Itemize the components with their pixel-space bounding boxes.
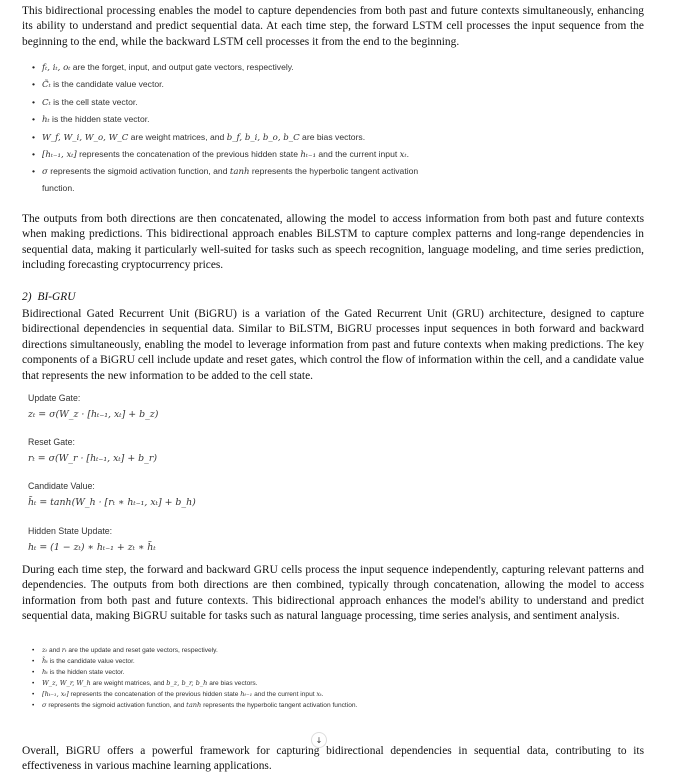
- reset-gate-equation: [28, 437, 157, 464]
- list-item: • zₜ and rₜ are the update and reset gate vectors, respectively.: [32, 645, 442, 656]
- equation-formula: h̃ₜ = tanh(W_h · [rₜ ∗ hₜ₋₁, xₜ] + b_h): [28, 497, 196, 508]
- bigru-notation-list: [32, 645, 442, 711]
- gru-paragraph: During each time step, the forward and backward GRU cells process the input sequence independently, capturing relevant patterns and dependencies. The outputs from both directions are then combined, typically through concatenation, allowing the model to access information from both past and future contexts. This bidirectional approach enhances the model's ability to understand and predict sequential data, making BiGRU suitable for tasks such as natural language processing, time series analysis, and sentiment analysis.: [22, 564, 644, 623]
- list-item: • σ represents the sigmoid activation function, and tanh represents the hyperbolic tangent activation function.: [32, 700, 422, 711]
- intro-paragraph: This bidirectional processing enables the model to capture dependencies from both past and future contexts simultaneously, enhancing its ability to understand and predict sequential data. At each time step, the forward LSTM cell processes the input sequence from the beginning to the end, while the backward LSTM cell processes it from the end to the beginning.: [22, 5, 644, 48]
- list-item: • Cₜ is the cell state vector.: [32, 94, 442, 111]
- list-item: • [hₜ₋₁, xₜ] represents the concatenation of the previous hidden state hₜ₋₁ and the current input xₜ.: [32, 689, 442, 700]
- conclusion-paragraph: Overall, BiGRU offers a powerful framework for capturing bidirectional dependencies in sequential data, contributing to its effectiveness in various machine learning applications.: [22, 745, 644, 773]
- list-item: • fₜ, iₜ, oₜ are the forget, input, and output gate vectors, respectively.: [32, 59, 442, 76]
- list-item: • σ represents the sigmoid activation function, and tanh represents the hyperbolic tangent activation function.: [32, 163, 422, 196]
- equation-label: Candidate Value:: [28, 481, 95, 491]
- hidden-state-equation: [28, 526, 156, 553]
- equation-formula: hₜ = (1 − zₜ) ∗ hₜ₋₁ + zₜ ∗ h̃ₜ: [28, 542, 156, 553]
- equation-formula: rₜ = σ(W_r · [hₜ₋₁, xₜ] + b_r): [28, 453, 157, 464]
- list-item: • hₜ is the hidden state vector.: [32, 111, 442, 128]
- equation-formula: zₜ = σ(W_z · [hₜ₋₁, xₜ] + b_z): [28, 409, 159, 420]
- section-heading: [22, 291, 75, 303]
- list-item: • W_f, W_i, W_o, W_C are weight matrices, and b_f, b_i, b_o, b_C are bias vectors.: [32, 129, 442, 146]
- equation-label: Reset Gate:: [28, 437, 75, 447]
- bilstm-notation-list: [32, 59, 442, 196]
- list-item: • hₜ is the hidden state vector.: [32, 667, 442, 678]
- equation-label: Update Gate:: [28, 393, 81, 403]
- list-item: • C̃ₜ is the candidate value vector.: [32, 76, 442, 93]
- candidate-value-equation: [28, 481, 196, 508]
- scroll-down-icon[interactable]: ↓: [311, 732, 327, 748]
- update-gate-equation: [28, 393, 158, 420]
- outputs-paragraph: The outputs from both directions are then concatenated, allowing the model to access information from both past and future contexts when making predictions. This bidirectional approach enables BiLSTM to capture complex patterns and long-range dependencies in sequential data, making it particularly well-suited for tasks such as speech recognition, language modeling, and time series prediction, including forecasting cryptocurrency prices.: [22, 213, 644, 272]
- list-item: • W_z, W_r, W_h are weight matrices, and b_z, b_r, b_h are bias vectors.: [32, 678, 442, 689]
- equation-label: Hidden State Update:: [28, 526, 113, 536]
- section-number: 2): [22, 291, 32, 303]
- section-title: BI-GRU: [37, 291, 76, 303]
- list-item: • h̃ₜ is the candidate value vector.: [32, 656, 442, 667]
- list-item: • [hₜ₋₁, xₜ] represents the concatenation of the previous hidden state hₜ₋₁ and the current input xₜ.: [32, 146, 442, 163]
- bigru-paragraph: Bidirectional Gated Recurrent Unit (BiGRU) is a variation of the Gated Recurrent Unit (GRU) architecture, designed to capture bidirectional dependencies in sequential data. Similar to BiLSTM, BiGRU processes input sequences in both forward and backward directions simultaneously, enabling the model to leverage information from past and future contexts when making predictions. The key components of a BiGRU cell include update and reset gates, which control the flow of information within the cell, and a candidate value that represents the new information to be added to the cell state.: [22, 308, 644, 382]
